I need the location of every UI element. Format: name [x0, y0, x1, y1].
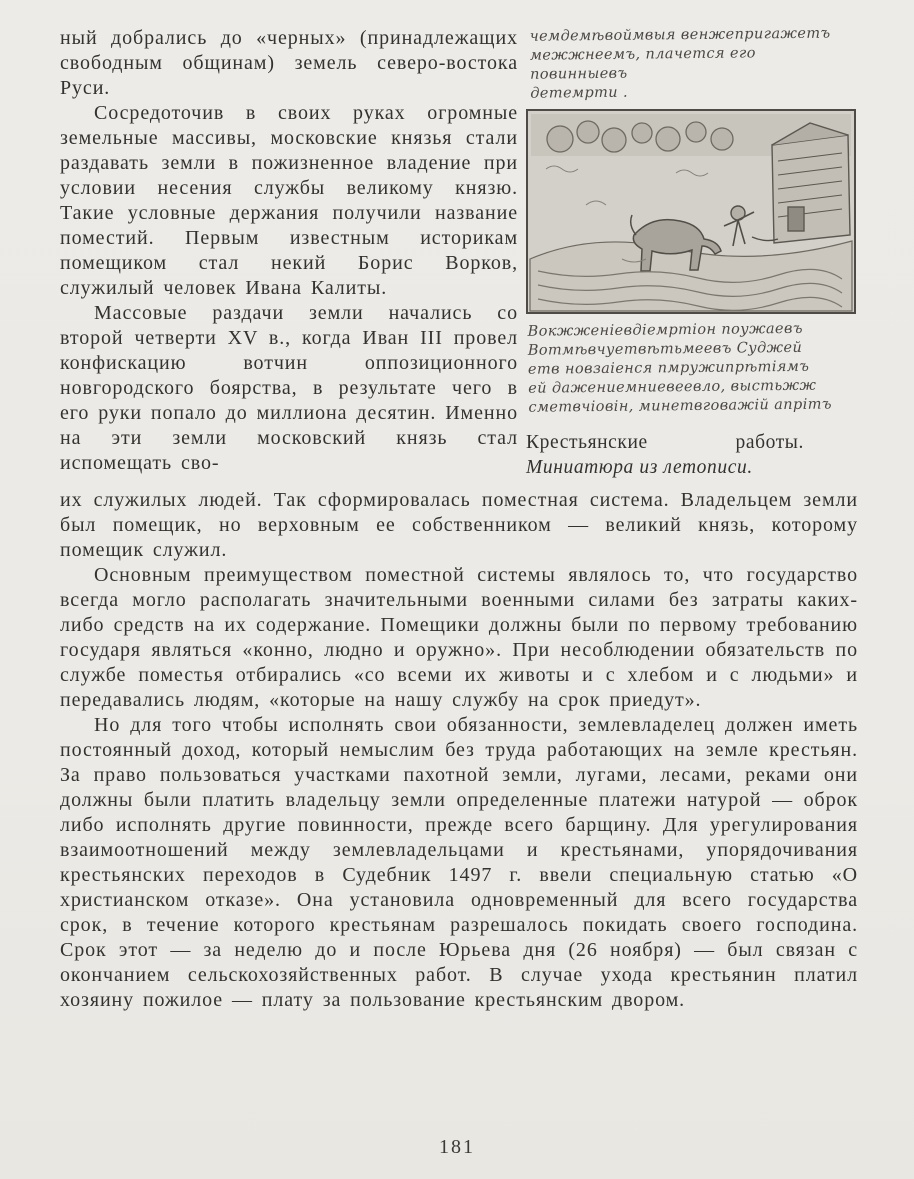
handwriting-line: етв новзаіенся пмружипрѣтіямъ [527, 358, 810, 378]
handwriting-line: Вотмѣвчуетвѣтьмеевъ Суджей [527, 339, 803, 359]
chronicle-miniature-figure [526, 26, 858, 480]
paragraph: Сосредоточив в своих руках огромные земельные массивы, московские князья стали раздавать земли в пожизненное владение при условии несения службы великому князю. Такие условные держания получили название поместий. Первым известным историкам помещиком стал некий Борис Ворков, служилый человек Ивана Калиты. [60, 102, 518, 299]
paragraph: их служилых людей. Так сформировалась поместная система. Владельцем земли был помещик, но верховным ее собственником — великий князь, которому помещик служил. [60, 489, 858, 561]
handwritten-annotation-bottom [528, 319, 859, 417]
miniature-illustration [526, 109, 856, 314]
paragraph: ный добрались до «черных» (принадлежащих свободным общинам) земель северо-востока Руси. [60, 27, 518, 99]
two-column-section [60, 26, 858, 480]
handwritten-annotation-top [530, 24, 859, 103]
paragraph: Основным преимуществом поместной системы являлось то, что государство всегда могло располагать значительными военными силами без затраты каких-либо средств на их содержание. Помещики должны были по первому требованию государя являться «конно, людно и оружно». При несоблюдении обязательств по службе поместья отбирались «со всеми их животы и с хлебом и с людьми» и передавались людям, «которые на нашу службу на срок приедут». [60, 564, 858, 711]
handwriting-line: ей дажениемниевеевло, выстьжж [528, 377, 817, 397]
paragraph: Но для того чтобы исполнять свои обязанности, землевладелец должен иметь постоянный доход, который немыслим без труда работающих на земле крестьян. За право пользоваться участками пахотной земли, лугами, лесами, реками они должны были платить владельцу земли определенные платежи натурой — оброк либо исполнять другие повинности, прежде всего барщину. Для урегулирования взаимоотношений между землевладельцами и крестьянами, упорядочивания крестьянских переходов в Судебник 1497 г. ввели специальную статью «О христианском отказе». Она установила одновременный для всего государства срок, в течение которого крестьянам разрешалось покидать своего господина. Срок этот — за неделю до и после Юрьева дня (26 ноября) — был связан с окончанием сельскохозяйственных работ. В случае ухода крестьянин платил хозяину пожилое — плату за пользование крестьянским двором. [60, 714, 858, 1011]
handwriting-line: чемдемѣвоймвыя венжепригажетъ [529, 25, 831, 45]
page-number: 181 [439, 1136, 475, 1158]
handwriting-line: межжнеемъ, плачется его повинныевъ [529, 45, 756, 83]
left-text-column [60, 26, 518, 476]
handwriting-line: Вокжженіевдіемртіон поужаевъ [527, 320, 803, 340]
figure-caption [526, 430, 804, 480]
figure-caption-title: Крестьянские работы. [526, 432, 804, 453]
full-width-text [60, 488, 858, 1013]
paragraph: Массовые раздачи земли начались со второй четверти XV в., когда Иван III провел конфискацию вотчин оппозиционного новгородского боярства, в результате чего в его руки попало до миллиона десятин. Именно на эти земли московский князь стал испомещать сво- [60, 302, 518, 474]
handwriting-line: сметвчіовін, минетвговажій апрітъ [528, 396, 833, 416]
figure-caption-source: Миниатюра из летописи. [526, 457, 753, 478]
handwriting-line: детемрти . [530, 84, 629, 102]
